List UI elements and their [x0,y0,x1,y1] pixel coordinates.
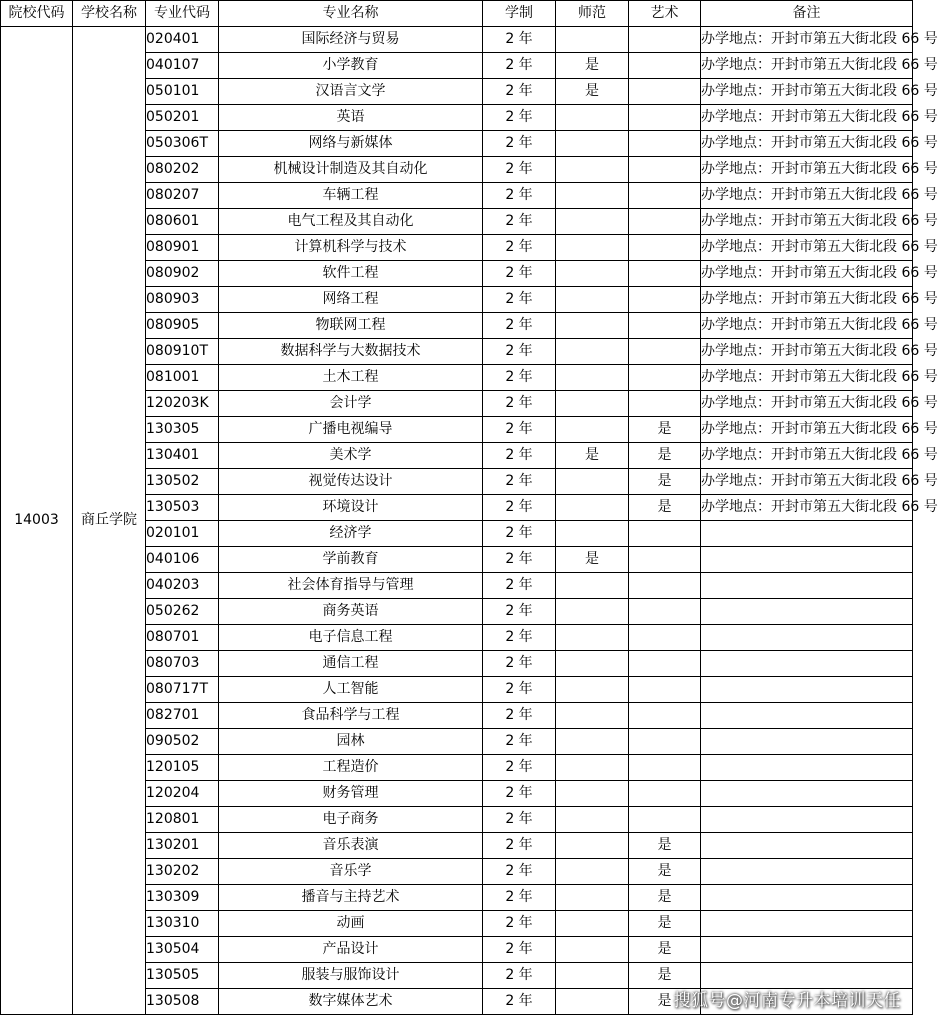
duration-cell: 2 年 [483,781,556,807]
remark-cell: 办学地点：开封市第五大街北段 66 号 [701,183,913,209]
major-name-cell: 电子信息工程 [219,625,483,651]
major-code-cell: 090502 [146,729,219,755]
major-name-cell: 财务管理 [219,781,483,807]
normal-flag-cell [556,313,629,339]
normal-flag-cell [556,157,629,183]
remark-cell: 办学地点：开封市第五大街北段 66 号 [701,365,913,391]
duration-cell: 2 年 [483,495,556,521]
major-name-cell: 人工智能 [219,677,483,703]
art-flag-cell: 是 [629,495,701,521]
art-flag-cell: 是 [629,885,701,911]
art-flag-cell [629,79,701,105]
table-row [1,27,913,53]
major-code-cell: 130401 [146,443,219,469]
duration-cell: 2 年 [483,937,556,963]
remark-cell [701,807,913,833]
major-code-cell: 050101 [146,79,219,105]
major-name-cell: 机械设计制造及其自动化 [219,157,483,183]
normal-flag-cell [556,859,629,885]
major-name-cell: 音乐学 [219,859,483,885]
art-flag-cell: 是 [629,469,701,495]
major-code-cell: 080601 [146,209,219,235]
remark-cell: 办学地点：开封市第五大街北段 66 号 [701,287,913,313]
watermark: 搜狐号@河南专升本培训天任 [673,991,901,1011]
major-name-cell: 播音与主持艺术 [219,885,483,911]
major-code-cell: 080703 [146,651,219,677]
art-flag-cell [629,547,701,573]
art-flag-cell [629,313,701,339]
major-name-cell: 物联网工程 [219,313,483,339]
remark-cell: 办学地点：开封市第五大街北段 66 号 [701,79,913,105]
remark-cell [701,963,913,989]
major-code-cell: 020101 [146,521,219,547]
remark-cell [701,885,913,911]
major-code-cell: 020401 [146,27,219,53]
remark-cell [701,859,913,885]
major-name-cell: 食品科学与工程 [219,703,483,729]
major-name-cell: 土木工程 [219,365,483,391]
remark-cell [701,937,913,963]
remark-cell [701,573,913,599]
major-code-cell: 050306T [146,131,219,157]
major-code-cell: 040107 [146,53,219,79]
remark-cell: 办学地点：开封市第五大街北段 66 号 [701,417,913,443]
normal-flag-cell [556,937,629,963]
art-flag-cell: 是 [629,963,701,989]
duration-cell: 2 年 [483,963,556,989]
art-flag-cell [629,27,701,53]
duration-cell: 2 年 [483,885,556,911]
major-name-cell: 工程造价 [219,755,483,781]
major-name-cell: 通信工程 [219,651,483,677]
normal-flag-cell: 是 [556,79,629,105]
art-flag-cell [629,287,701,313]
duration-cell: 2 年 [483,339,556,365]
major-code-cell: 130508 [146,989,219,1015]
remark-cell: 办学地点：开封市第五大街北段 66 号 [701,235,913,261]
art-flag-cell: 是 [629,443,701,469]
major-code-cell: 130503 [146,495,219,521]
remark-cell: 办学地点：开封市第五大街北段 66 号 [701,391,913,417]
art-flag-cell [629,339,701,365]
art-flag-cell [629,703,701,729]
normal-flag-cell [556,339,629,365]
school-code-cell: 14003 [1,27,73,1015]
duration-cell: 2 年 [483,235,556,261]
normal-flag-cell [556,781,629,807]
major-code-cell: 040106 [146,547,219,573]
major-name-cell: 计算机科学与技术 [219,235,483,261]
art-flag-cell [629,651,701,677]
major-code-cell: 130202 [146,859,219,885]
art-flag-cell [629,807,701,833]
major-name-cell: 音乐表演 [219,833,483,859]
major-code-cell: 080717T [146,677,219,703]
art-flag-cell [629,573,701,599]
major-name-cell: 服装与服饰设计 [219,963,483,989]
duration-cell: 2 年 [483,287,556,313]
art-flag-cell [629,157,701,183]
major-code-cell: 120204 [146,781,219,807]
duration-cell: 2 年 [483,27,556,53]
normal-flag-cell [556,235,629,261]
remark-cell [701,729,913,755]
normal-flag-cell [556,599,629,625]
major-name-cell: 商务英语 [219,599,483,625]
art-flag-cell: 是 [629,937,701,963]
art-flag-cell [629,521,701,547]
duration-cell: 2 年 [483,313,556,339]
remark-cell: 办学地点：开封市第五大街北段 66 号 [701,469,913,495]
major-code-cell: 130505 [146,963,219,989]
duration-cell: 2 年 [483,625,556,651]
normal-flag-cell [556,417,629,443]
major-code-cell: 120801 [146,807,219,833]
art-flag-cell [629,261,701,287]
duration-cell: 2 年 [483,183,556,209]
art-flag-cell [629,183,701,209]
remark-cell [701,911,913,937]
remark-cell: 办学地点：开封市第五大街北段 66 号 [701,131,913,157]
duration-cell: 2 年 [483,989,556,1015]
art-flag-cell [629,625,701,651]
normal-flag-cell [556,807,629,833]
normal-flag-cell [556,495,629,521]
duration-cell: 2 年 [483,105,556,131]
major-code-cell: 080207 [146,183,219,209]
major-code-cell: 130305 [146,417,219,443]
major-name-cell: 数据科学与大数据技术 [219,339,483,365]
normal-flag-cell: 是 [556,53,629,79]
major-name-cell: 电子商务 [219,807,483,833]
normal-flag-cell [556,989,629,1015]
normal-flag-cell [556,27,629,53]
header-major-name: 专业名称 [219,1,483,27]
remark-cell: 办学地点：开封市第五大街北段 66 号 [701,27,913,53]
normal-flag-cell [556,521,629,547]
major-name-cell: 国际经济与贸易 [219,27,483,53]
art-flag-cell [629,365,701,391]
art-flag-cell [629,781,701,807]
table-body [1,27,938,1015]
duration-cell: 2 年 [483,911,556,937]
duration-cell: 2 年 [483,365,556,391]
major-name-cell: 广播电视编导 [219,417,483,443]
major-name-cell: 园林 [219,729,483,755]
duration-cell: 2 年 [483,521,556,547]
normal-flag-cell [556,911,629,937]
duration-cell: 2 年 [483,79,556,105]
duration-cell: 2 年 [483,755,556,781]
major-name-cell: 美术学 [219,443,483,469]
remark-cell [701,781,913,807]
remark-cell [701,755,913,781]
header-school-name: 学校名称 [73,1,146,27]
major-code-cell: 130310 [146,911,219,937]
major-code-cell: 080701 [146,625,219,651]
header-major-code: 专业代码 [146,1,219,27]
normal-flag-cell [556,131,629,157]
major-name-cell: 环境设计 [219,495,483,521]
normal-flag-cell [556,963,629,989]
remark-cell [701,703,913,729]
duration-cell: 2 年 [483,859,556,885]
remark-cell: 办学地点：开封市第五大街北段 66 号 [701,157,913,183]
major-code-cell: 130502 [146,469,219,495]
header-normal: 师范 [556,1,629,27]
duration-cell: 2 年 [483,391,556,417]
remark-cell: 办学地点：开封市第五大街北段 66 号 [701,443,913,469]
normal-flag-cell [556,261,629,287]
normal-flag-cell [556,183,629,209]
major-name-cell: 电气工程及其自动化 [219,209,483,235]
major-name-cell: 动画 [219,911,483,937]
duration-cell: 2 年 [483,703,556,729]
art-flag-cell [629,131,701,157]
major-code-cell: 120105 [146,755,219,781]
art-flag-cell: 是 [629,833,701,859]
duration-cell: 2 年 [483,209,556,235]
remark-cell [701,651,913,677]
table-header [1,1,913,27]
major-name-cell: 汉语言文学 [219,79,483,105]
major-name-cell: 软件工程 [219,261,483,287]
school-name-cell: 商丘学院 [73,27,146,1015]
remark-cell: 办学地点：开封市第五大街北段 66 号 [701,313,913,339]
duration-cell: 2 年 [483,573,556,599]
remark-cell: 办学地点：开封市第五大街北段 66 号 [701,339,913,365]
normal-flag-cell: 是 [556,443,629,469]
duration-cell: 2 年 [483,651,556,677]
major-code-cell: 040203 [146,573,219,599]
art-flag-cell: 是 [629,859,701,885]
normal-flag-cell [556,833,629,859]
normal-flag-cell [556,365,629,391]
duration-cell: 2 年 [483,157,556,183]
major-code-cell: 082701 [146,703,219,729]
normal-flag-cell [556,885,629,911]
art-flag-cell [629,677,701,703]
major-code-cell: 080902 [146,261,219,287]
major-name-cell: 车辆工程 [219,183,483,209]
remark-cell [701,547,913,573]
major-code-cell: 120203K [146,391,219,417]
duration-cell: 2 年 [483,443,556,469]
duration-cell: 2 年 [483,807,556,833]
normal-flag-cell [556,729,629,755]
major-name-cell: 网络与新媒体 [219,131,483,157]
duration-cell: 2 年 [483,469,556,495]
duration-cell: 2 年 [483,53,556,79]
remark-cell: 办学地点：开封市第五大街北段 66 号 [701,209,913,235]
art-flag-cell [629,53,701,79]
art-flag-cell [629,599,701,625]
major-name-cell: 数字媒体艺术 [219,989,483,1015]
major-name-cell: 产品设计 [219,937,483,963]
duration-cell: 2 年 [483,599,556,625]
major-code-cell: 081001 [146,365,219,391]
major-code-cell: 050262 [146,599,219,625]
major-code-cell: 080905 [146,313,219,339]
normal-flag-cell [556,703,629,729]
art-flag-cell [629,729,701,755]
art-flag-cell: 是 [629,911,701,937]
art-flag-cell [629,755,701,781]
remark-cell [701,833,913,859]
duration-cell: 2 年 [483,677,556,703]
major-name-cell: 英语 [219,105,483,131]
major-name-cell: 网络工程 [219,287,483,313]
normal-flag-cell: 是 [556,547,629,573]
remark-cell: 办学地点：开封市第五大街北段 66 号 [701,105,913,131]
duration-cell: 2 年 [483,729,556,755]
normal-flag-cell [556,469,629,495]
header-row [1,1,913,27]
major-name-cell: 视觉传达设计 [219,469,483,495]
remark-cell [701,521,913,547]
normal-flag-cell [556,573,629,599]
duration-cell: 2 年 [483,417,556,443]
header-remarks: 备注 [701,1,913,27]
major-code-cell: 080910T [146,339,219,365]
normal-flag-cell [556,625,629,651]
remark-cell: 办学地点：开封市第五大街北段 66 号 [701,53,913,79]
header-art: 艺术 [629,1,701,27]
normal-flag-cell [556,755,629,781]
major-code-cell: 130201 [146,833,219,859]
art-flag-cell: 是 [629,417,701,443]
major-code-cell: 080202 [146,157,219,183]
art-flag-cell: 是 [629,989,701,1015]
major-code-cell: 130309 [146,885,219,911]
header-school-code: 院校代码 [1,1,73,27]
normal-flag-cell [556,209,629,235]
major-name-cell: 社会体育指导与管理 [219,573,483,599]
remark-cell [701,677,913,703]
duration-cell: 2 年 [483,547,556,573]
normal-flag-cell [556,391,629,417]
remark-cell: 办学地点：开封市第五大街北段 66 号 [701,261,913,287]
normal-flag-cell [556,105,629,131]
duration-cell: 2 年 [483,833,556,859]
remark-cell: 办学地点：开封市第五大街北段 66 号 [701,495,913,521]
art-flag-cell [629,235,701,261]
header-duration: 学制 [483,1,556,27]
remark-cell [701,599,913,625]
major-code-cell: 080903 [146,287,219,313]
major-name-cell: 学前教育 [219,547,483,573]
duration-cell: 2 年 [483,131,556,157]
art-flag-cell [629,391,701,417]
major-code-cell: 050201 [146,105,219,131]
remark-cell [701,625,913,651]
normal-flag-cell [556,677,629,703]
normal-flag-cell [556,287,629,313]
duration-cell: 2 年 [483,261,556,287]
major-name-cell: 小学教育 [219,53,483,79]
art-flag-cell [629,209,701,235]
major-name-cell: 会计学 [219,391,483,417]
major-code-cell: 080901 [146,235,219,261]
art-flag-cell [629,105,701,131]
major-code-cell: 130504 [146,937,219,963]
major-name-cell: 经济学 [219,521,483,547]
normal-flag-cell [556,651,629,677]
